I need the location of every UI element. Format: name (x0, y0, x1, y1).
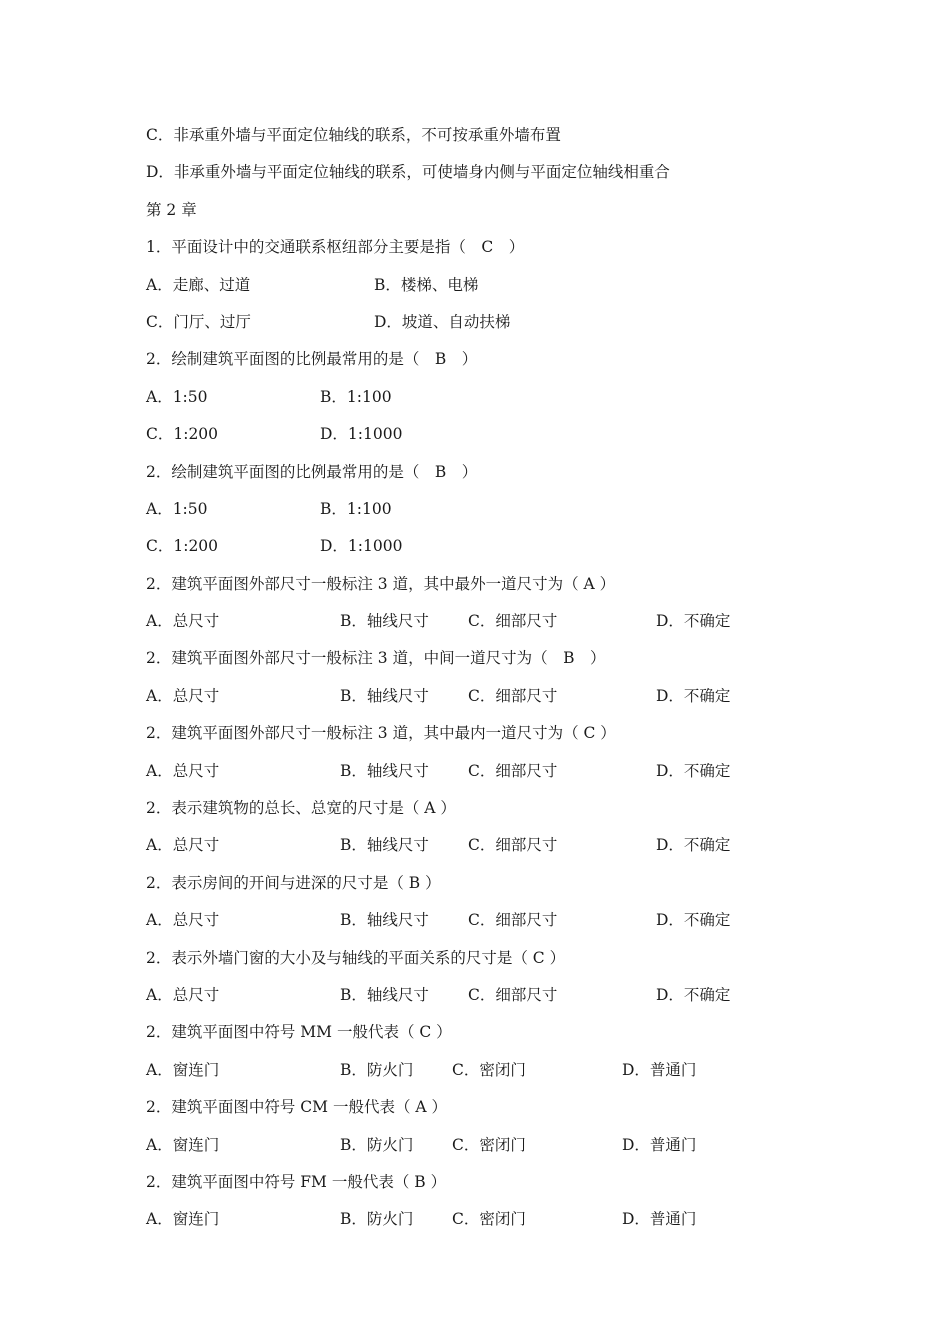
option-b: B．轴线尺寸 (340, 836, 429, 855)
chapter-heading: 第 2 章 (146, 200, 197, 219)
option-a: C．1:200 (146, 425, 219, 444)
option-b: B．轴线尺寸 (340, 686, 429, 705)
option-a: A．总尺寸 (146, 761, 220, 780)
options-row (146, 304, 826, 341)
question-line: 2．绘制建筑平面图的比例最常用的是（ B ） (146, 350, 478, 369)
question-line: 2．建筑平面图中符号 MM 一般代表（ C ） (146, 1023, 452, 1042)
option-c: C．密闭门 (452, 1210, 526, 1229)
option-a: A．窗连门 (146, 1135, 220, 1154)
question-line: 2．建筑平面图中符号 CM 一般代表（ A ） (146, 1098, 447, 1117)
question-line: 2．绘制建筑平面图的比例最常用的是（ B ） (146, 462, 478, 481)
option-a: A．1:50 (146, 499, 208, 518)
option-b: B．防火门 (340, 1135, 414, 1154)
option-a: A．总尺寸 (146, 911, 220, 930)
option-a: A．1:50 (146, 387, 208, 406)
options-row (146, 379, 826, 416)
option-d: D．不确定 (656, 836, 731, 855)
options-row (146, 267, 826, 304)
option-a: A．走廊、过道 (146, 275, 251, 294)
options-row (146, 827, 826, 864)
option-a: C．门厅、过厅 (146, 312, 251, 331)
option-b: D．坡道、自动扶梯 (374, 312, 511, 331)
option-c: C．细部尺寸 (468, 985, 558, 1004)
question-line: 2．建筑平面图外部尺寸一般标注 3 道，其中最内一道尺寸为（ C ） (146, 724, 616, 743)
options-row (146, 902, 826, 939)
options-row (146, 753, 826, 790)
option-d: D．不确定 (656, 761, 731, 780)
question-line: 2．建筑平面图外部尺寸一般标注 3 道，其中最外一道尺寸为（ A ） (146, 574, 616, 593)
option-b: B．轴线尺寸 (340, 985, 429, 1004)
question-line: 1．平面设计中的交通联系枢纽部分主要是指（ C ） (146, 238, 525, 257)
option-d: D．普通门 (622, 1210, 697, 1229)
option-b: B．防火门 (340, 1210, 414, 1229)
option-a: A．总尺寸 (146, 686, 220, 705)
question-line: C．非承重外墙与平面定位轴线的联系，不可按承重外墙布置 (146, 126, 561, 144)
option-d: D．不确定 (656, 686, 731, 705)
option-b: B．防火门 (340, 1060, 414, 1079)
options-row (146, 528, 826, 565)
question-line: 2．建筑平面图外部尺寸一般标注 3 道，中间一道尺寸为（ B ） (146, 649, 606, 668)
option-c: C．细部尺寸 (468, 911, 558, 930)
option-c: C．密闭门 (452, 1135, 526, 1154)
options-row (146, 1127, 826, 1164)
option-d: D．不确定 (656, 911, 731, 930)
document-page (146, 117, 826, 1239)
options-row (146, 678, 826, 715)
option-a: A．窗连门 (146, 1210, 220, 1229)
option-b: B．轴线尺寸 (340, 911, 429, 930)
question-line: 2．表示建筑物的总长、总宽的尺寸是（ A ） (146, 799, 456, 818)
question-line: D．非承重外墙与平面定位轴线的联系，可使墙身内侧与平面定位轴线相重合 (146, 163, 670, 182)
option-c: C．细部尺寸 (468, 836, 558, 855)
options-row (146, 603, 826, 640)
options-row (146, 1201, 826, 1238)
option-b: D．1:1000 (320, 425, 403, 444)
options-row (146, 416, 826, 453)
question-line: 2．建筑平面图中符号 FM 一般代表（ B ） (146, 1172, 447, 1191)
options-row (146, 491, 826, 528)
option-b: B．1:100 (320, 387, 392, 406)
option-a: C．1:200 (146, 537, 219, 556)
option-b: B．楼梯、电梯 (374, 275, 479, 294)
option-c: C．细部尺寸 (468, 761, 558, 780)
option-d: D．普通门 (622, 1135, 697, 1154)
option-a: A．总尺寸 (146, 985, 220, 1004)
option-b: D．1:1000 (320, 537, 403, 556)
option-a: A．窗连门 (146, 1060, 220, 1079)
option-d: D．不确定 (656, 612, 731, 631)
question-line: 2．表示外墙门窗的大小及与轴线的平面关系的尺寸是（ C ） (146, 948, 566, 967)
option-b: B．轴线尺寸 (340, 612, 429, 631)
options-row (146, 1052, 826, 1089)
options-row (146, 977, 826, 1014)
option-b: B．1:100 (320, 499, 392, 518)
option-c: C．细部尺寸 (468, 612, 558, 631)
option-d: D．普通门 (622, 1060, 697, 1079)
question-line: 2．表示房间的开间与进深的尺寸是（ B ） (146, 873, 441, 892)
option-c: C．密闭门 (452, 1060, 526, 1079)
option-a: A．总尺寸 (146, 836, 220, 855)
option-a: A．总尺寸 (146, 612, 220, 631)
option-d: D．不确定 (656, 985, 731, 1004)
option-c: C．细部尺寸 (468, 686, 558, 705)
option-b: B．轴线尺寸 (340, 761, 429, 780)
